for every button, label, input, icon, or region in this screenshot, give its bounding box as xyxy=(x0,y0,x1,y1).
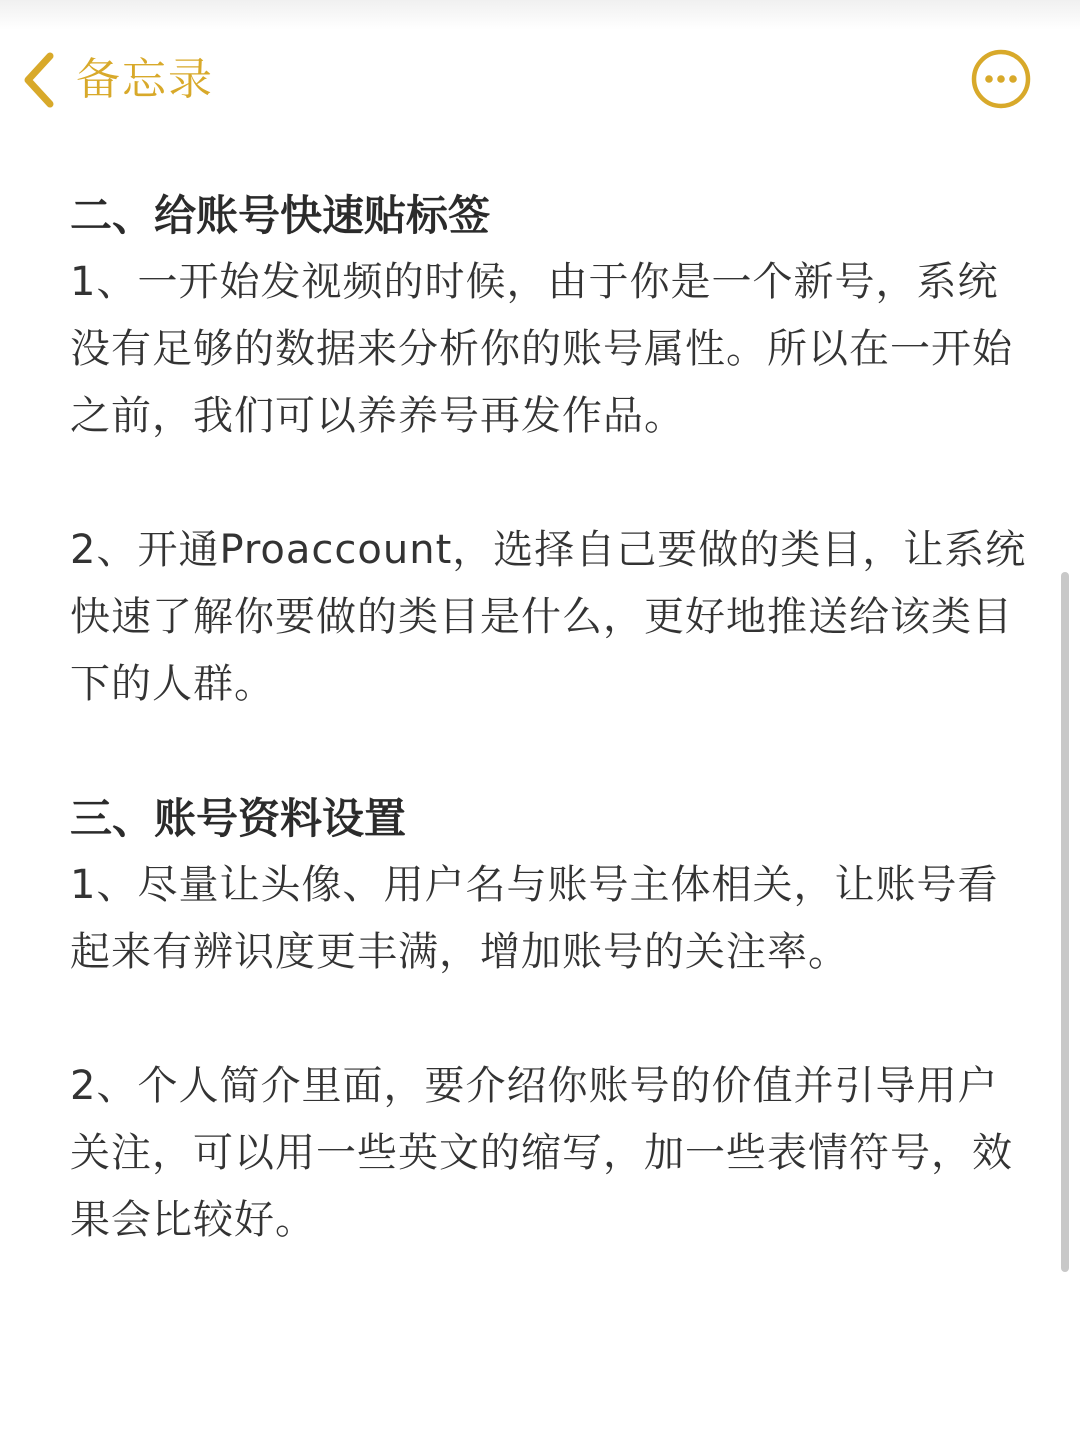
paragraph: 1、尽量让头像、用户名与账号主体相关，让账号看起来有辨识度更丰满，增加账号的关注率。 xyxy=(70,862,999,975)
chevron-left-icon xyxy=(20,52,56,108)
navigation-bar xyxy=(0,0,1080,150)
more-options-icon xyxy=(970,48,1032,110)
note-content[interactable] xyxy=(70,182,1030,1254)
paragraph: 2、开通Proaccount，选择自己要做的类目，让系统快速了解你要做的类目是什么，更好地推送给该类目下的人群。 xyxy=(70,527,1027,707)
more-options-button[interactable] xyxy=(970,48,1032,110)
paragraph-spacer xyxy=(70,450,1030,517)
paragraph-spacer xyxy=(70,718,1030,785)
back-button[interactable] xyxy=(20,50,214,110)
paragraph-spacer xyxy=(70,986,1030,1053)
vertical-scrollbar[interactable] xyxy=(1061,572,1069,1272)
paragraph: 1、一开始发视频的时候，由于你是一个新号，系统没有足够的数据来分析你的账号属性。所以在一开始之前，我们可以养养号再发作品。 xyxy=(70,259,1013,439)
back-label: 备忘录 xyxy=(76,54,214,105)
section-heading: 二、给账号快速贴标签 xyxy=(70,191,491,240)
paragraph: 2、个人简介里面，要介绍你账号的价值并引导用户关注，可以用一些英文的缩写，加一些表情符号，效果会比较好。 xyxy=(70,1063,1013,1243)
section-heading: 三、账号资料设置 xyxy=(70,794,407,843)
